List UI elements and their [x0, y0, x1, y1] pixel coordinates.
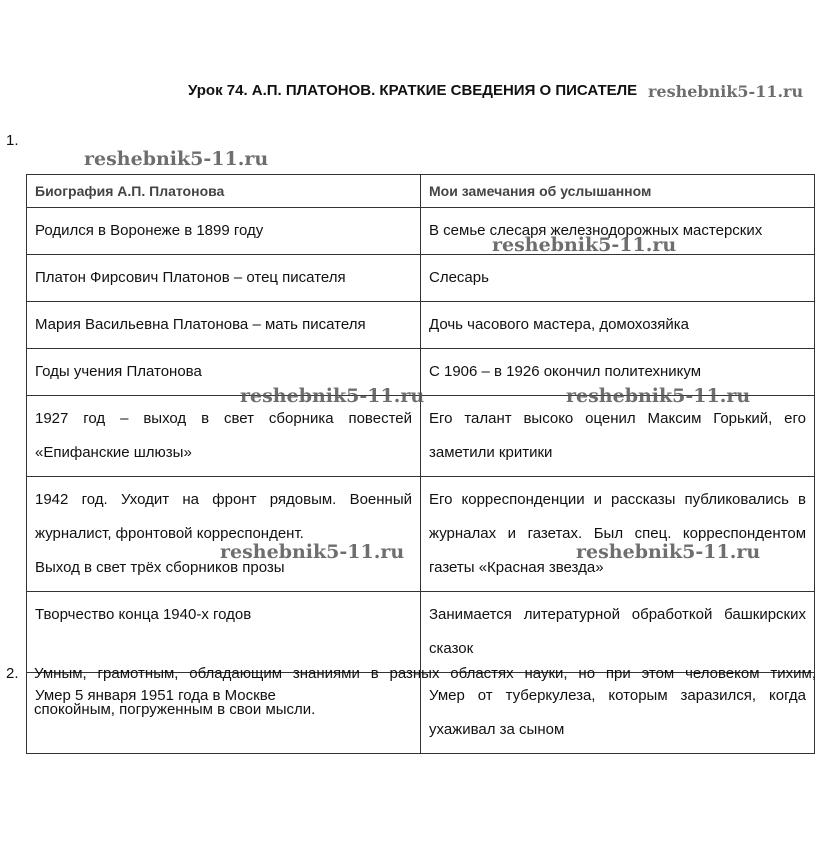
table-cell-bio: Платон Фирсович Платонов – отец писателя: [27, 255, 421, 302]
table-header-row: [27, 175, 815, 208]
table-cell-bio: Родился в Воронеже в 1899 году: [27, 208, 421, 255]
table-cell-bio: Творчество конца 1940-х годов: [27, 592, 421, 673]
item-number-2: 2.: [6, 665, 19, 682]
watermark: reshebnik5-11.ru: [576, 541, 761, 563]
answer-2-text: Умным, грамотным, обладающим знаниями в разных областях науки, но при этом человеком тихим, спокойным, погруженным в свои мысли.: [34, 665, 816, 718]
watermark: reshebnik5-11.ru: [84, 148, 269, 170]
watermark: reshebnik5-11.ru: [648, 82, 804, 101]
table-row: [27, 396, 815, 477]
table-cell-note: В семье слесаря железнодорожных мастерских: [421, 208, 815, 255]
watermark: reshebnik5-11.ru: [492, 234, 677, 256]
table-cell-bio: 1942 год. Уходит на фронт рядовым. Военный журналист, фронтовой корреспондент. Выход в свет трёх сборников прозы: [27, 477, 421, 592]
table-cell-note: Умер от туберкулеза, которым заразился, когда ухаживал за сыном: [421, 673, 815, 754]
table-row: [27, 208, 815, 255]
item-number-1: 1.: [6, 132, 19, 149]
table-cell-bio: 1927 год – выход в свет сборника повестей «Епифанские шлюзы»: [27, 396, 421, 477]
table-cell-note: Слесарь: [421, 255, 815, 302]
table-cell-note: Дочь часового мастера, домохозяйка: [421, 302, 815, 349]
table-cell-bio: Годы учения Платонова: [27, 349, 421, 396]
watermark: reshebnik5-11.ru: [566, 385, 751, 407]
table-cell-note: С 1906 – в 1926 окончил политехникум: [421, 349, 815, 396]
table-row: [27, 255, 815, 302]
lesson-title-text: Урок 74. А.П. ПЛАТОНОВ. КРАТКИЕ СВЕДЕНИЯ О ПИСАТЕЛЕ: [188, 82, 638, 99]
header-notes: Мои замечания об услышанном: [421, 175, 815, 208]
table-cell-bio: Умер 5 января 1951 года в Москве: [27, 673, 421, 754]
table-row: [27, 302, 815, 349]
table-cell-bio: Мария Васильевна Платонова – мать писателя: [27, 302, 421, 349]
watermark: reshebnik5-11.ru: [240, 385, 425, 407]
header-biography: Биография А.П. Платонова: [27, 175, 421, 208]
table-cell-note: Занимается литературной обработкой башкирских сказок: [421, 592, 815, 673]
watermark: reshebnik5-11.ru: [220, 541, 405, 563]
table-cell-note: Его талант высоко оценил Максим Горький, его заметили критики: [421, 396, 815, 477]
table-row: [27, 477, 815, 592]
table-cell-note: Его корреспонденции и рассказы публиковались в журналах и газетах. Был спец. корреспондентом газеты «Красная звезда»: [421, 477, 815, 592]
